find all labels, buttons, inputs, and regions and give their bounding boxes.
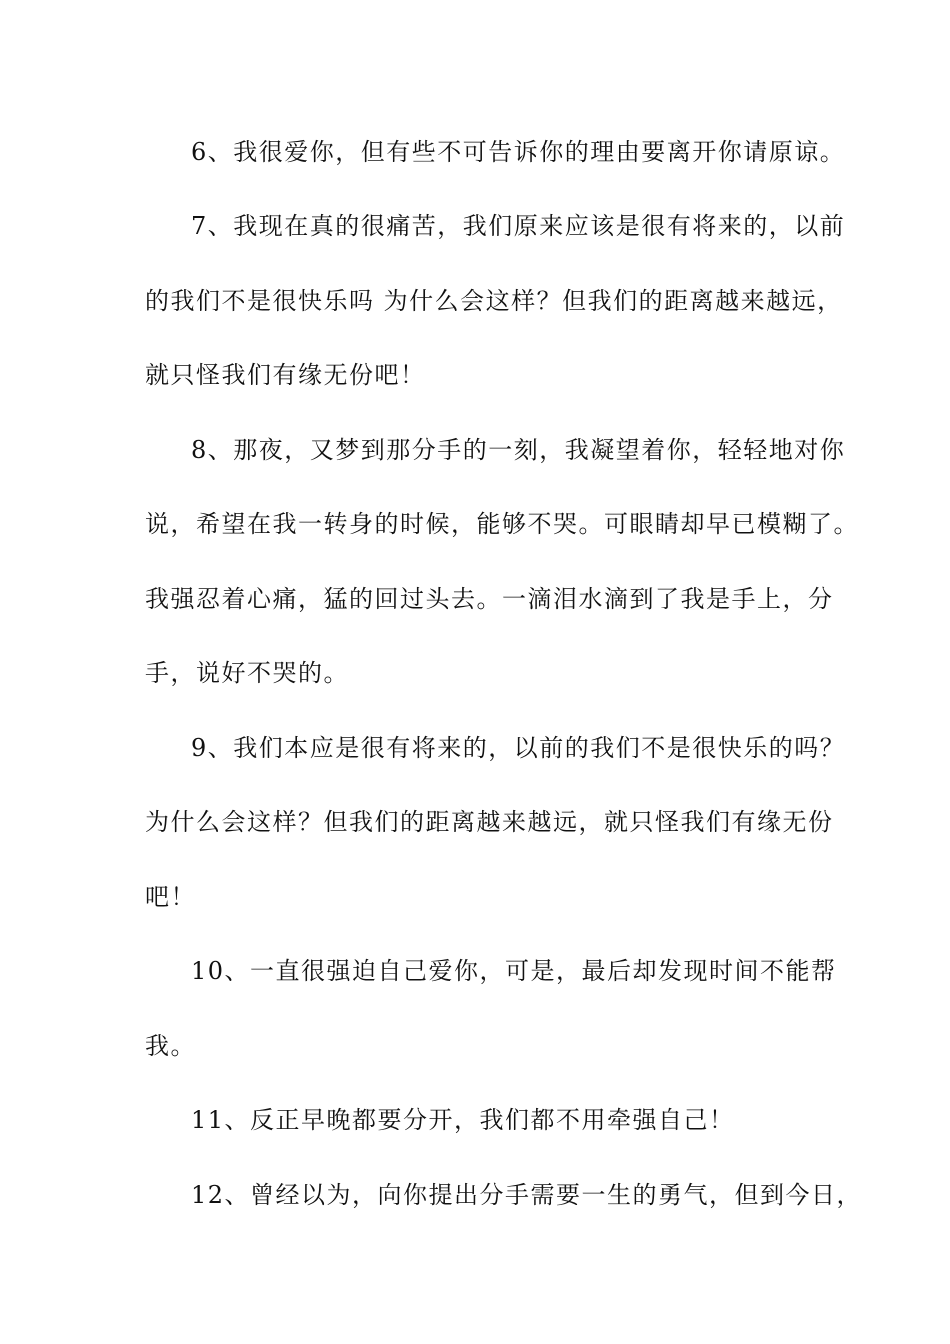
text-line: 12、曾经以为，向你提出分手需要一生的勇气，但到今日，	[191, 1181, 863, 1209]
text-line: 10、一直很强迫自己爱你，可是，最后却发现时间不能帮	[191, 957, 837, 985]
text-line: 为什么会这样？但我们的距离越来越远，就只怪我们有缘无份	[145, 808, 834, 836]
text-line: 8、那夜，又梦到那分手的一刻，我凝望着你，轻轻地对你	[191, 436, 846, 464]
text-line: 吧！	[145, 883, 196, 911]
text-line: 我。	[145, 1032, 196, 1060]
text-line: 手，说好不哭的。	[145, 659, 349, 687]
text-line: 就只怪我们有缘无份吧！	[145, 361, 426, 389]
text-line: 9、我们本应是很有将来的，以前的我们不是很快乐的吗？	[191, 734, 846, 762]
text-line: 11、反正早晚都要分开，我们都不用牵强自己！	[191, 1106, 735, 1134]
text-line: 说，希望在我一转身的时候，能够不哭。可眼睛却早已模糊了。	[145, 510, 859, 538]
text-line: 我强忍着心痛，猛的回过头去。一滴泪水滴到了我是手上，分	[145, 585, 834, 613]
text-line: 的我们不是很快乐吗 为什么会这样？但我们的距离越来越远，	[145, 287, 843, 315]
text-line: 7、我现在真的很痛苦，我们原来应该是很有将来的，以前	[191, 212, 846, 240]
text-line: 6、我很爱你，但有些不可告诉你的理由要离开你请原谅。	[191, 138, 846, 166]
